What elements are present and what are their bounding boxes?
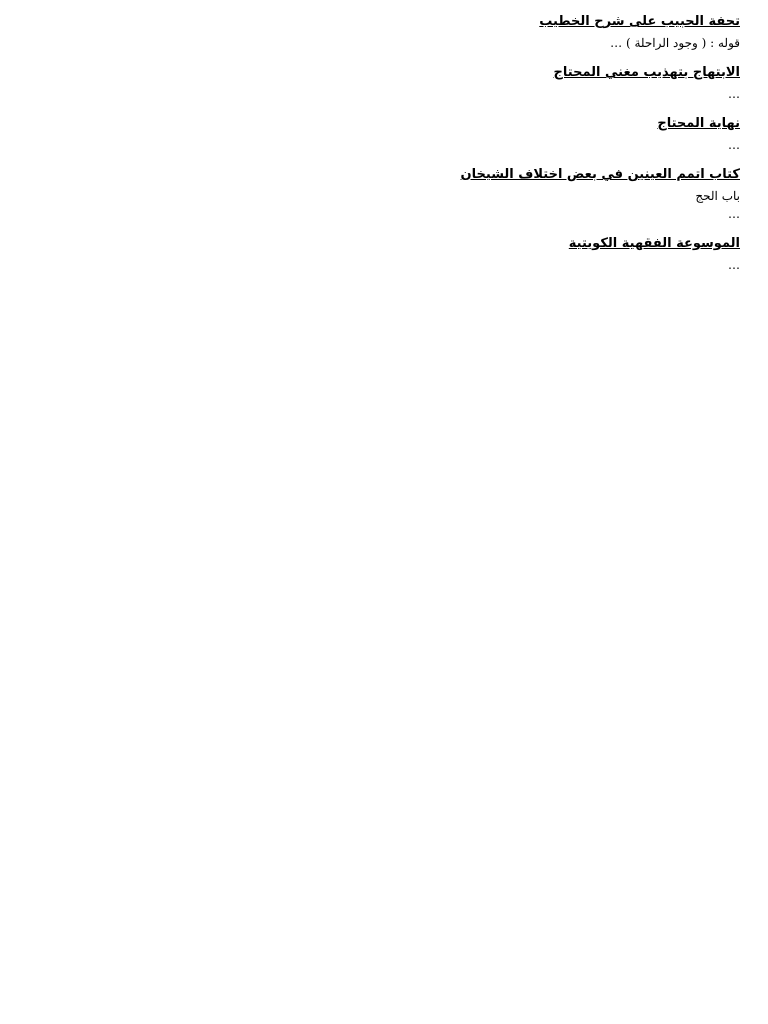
section-paragraph: … (728, 138, 740, 152)
section-1 (28, 14, 740, 51)
section-3 (28, 116, 740, 153)
section-2 (28, 65, 740, 102)
section-heading: الابتهاج بتهذيب مغني المحتاج (553, 65, 740, 80)
section-5 (28, 236, 740, 273)
section-paragraph: … (728, 258, 740, 272)
document-body (28, 14, 740, 273)
section-heading: الموسوعة الفقهية الكويتية (568, 236, 740, 251)
section-heading: تحفة الحبيب على شرح الخطيب (539, 14, 740, 29)
section-paragraph: باب الحج (695, 189, 740, 203)
section-paragraph: قوله : ( وجود الراحلة ) … (610, 36, 740, 50)
section-paragraph: … (728, 207, 740, 221)
section-heading: كتاب اتمم العينين في بعض اختلاف الشيخان (460, 167, 740, 182)
section-heading: نهاية المحتاج (657, 116, 740, 131)
section-paragraph: … (728, 87, 740, 101)
section-4 (28, 167, 740, 222)
